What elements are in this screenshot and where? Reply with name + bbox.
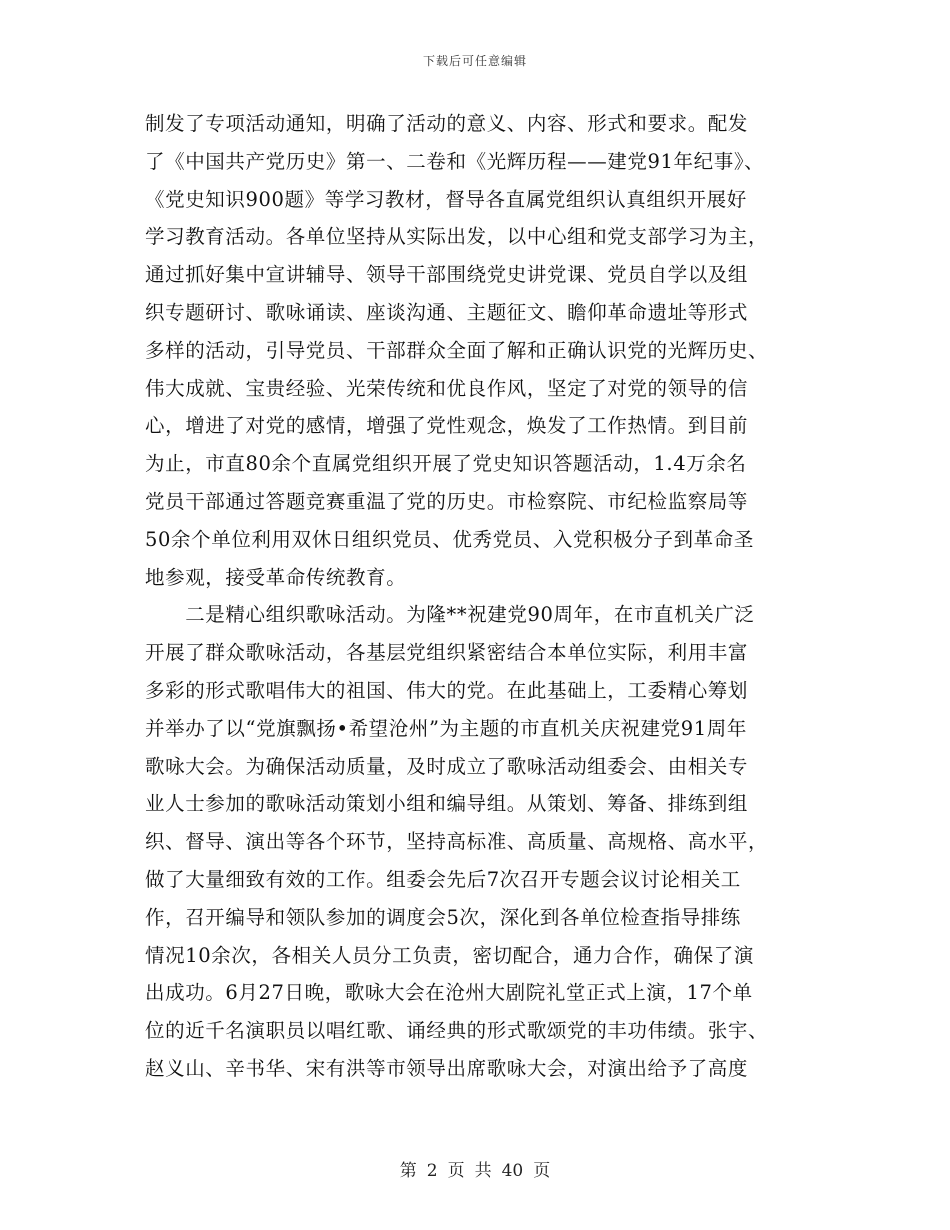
text-line: 伟大成就、宝贵经验、光荣传统和优良作风，坚定了对党的领导的信 bbox=[145, 376, 749, 400]
page-footer bbox=[0, 1156, 950, 1181]
text-line: 作，召开编导和领队参加的调度会5次，深化到各单位检查指导排练 bbox=[145, 905, 741, 929]
footer-label-ye-total: 页 bbox=[533, 1161, 551, 1181]
footer-label-ye: 页 bbox=[447, 1161, 465, 1181]
text-line: 做了大量细致有效的工作。组委会先后7次召开专题会议讨论相关工 bbox=[145, 867, 741, 891]
text-line: 织专题研讨、歌咏诵读、座谈沟通、主题征文、瞻仰革命遗址等形式 bbox=[145, 300, 749, 324]
footer-label-di: 第 bbox=[399, 1161, 417, 1181]
text-line: 地参观，接受革命传统教育。 bbox=[145, 565, 407, 589]
text-line: 业人士参加的歌咏活动策划小组和编导组。从策划、筹备、排练到组 bbox=[145, 792, 749, 816]
text-line: 通过抓好集中宣讲辅导、领导干部围绕党史讲党课、党员自学以及组 bbox=[145, 263, 749, 287]
text-line: 织、督导、演出等各个环节，坚持高标准、高质量、高规格、高水平， bbox=[145, 830, 769, 854]
text-line: 制发了专项活动通知，明确了活动的意义、内容、形式和要求。配发 bbox=[145, 112, 749, 135]
text-line: 出成功。6月27日晚，歌咏大会在沧州大剧院礼堂正式上演，17个单 bbox=[145, 981, 753, 1005]
document-body bbox=[145, 105, 825, 1088]
text-line: 二是精心组织歌咏活动。为隆**祝建党90周年，在市直机关广泛 bbox=[145, 603, 755, 627]
text-line: 多彩的形式歌唱伟大的祖国、伟大的党。在此基础上，工委精心筹划 bbox=[145, 678, 749, 702]
text-line: 情况10余次，各相关人员分工负责，密切配合，通力合作，确保了演 bbox=[145, 943, 754, 967]
text-line: 心，增进了对党的感情，增强了党性观念，焕发了工作热情。到目前 bbox=[145, 414, 749, 438]
text-line: 学习教育活动。各单位坚持从实际出发，以中心组和党支部学习为主， bbox=[145, 225, 769, 249]
footer-label-gong: 共 bbox=[474, 1161, 492, 1181]
text-line: 多样的活动，引导党员、干部群众全面了解和正确认识党的光辉历史、 bbox=[145, 338, 769, 362]
text-line: 开展了群众歌咏活动，各基层党组织紧密结合本单位实际，利用丰富 bbox=[145, 641, 749, 665]
text-line: 位的近千名演职员以唱红歌、诵经典的形式歌颂党的丰功伟绩。张宇、 bbox=[145, 1019, 769, 1043]
text-line: 了《中国共产党历史》第一、二卷和《光辉历程——建党91年纪事》、 bbox=[145, 149, 765, 173]
page-header-note: 下载后可任意编辑 bbox=[422, 54, 527, 68]
text-line: 并举办了以“党旗飘扬•希望沧州”为主题的市直机关庆祝建党91周年 bbox=[145, 716, 747, 740]
text-line: 赵义山、辛书华、宋有洪等市领导出席歌咏大会，对演出给予了高度 bbox=[145, 1056, 749, 1080]
footer-page-total: 40 bbox=[501, 1161, 524, 1181]
text-line: 歌咏大会。为确保活动质量，及时成立了歌咏活动组委会、由相关专 bbox=[145, 754, 749, 778]
text-line: 《党史知识900题》等学习教材，督导各直属党组织认真组织开展好 bbox=[145, 187, 747, 211]
text-line: 党员干部通过答题竞赛重温了党的历史。市检察院、市纪检监察局等 bbox=[145, 489, 749, 513]
text-line: 50余个单位利用双休日组织党员、优秀党员、入党积极分子到革命圣 bbox=[145, 527, 754, 551]
text-line: 为止，市直80余个直属党组织开展了党史知识答题活动，1.4万余名 bbox=[145, 452, 747, 476]
footer-page-current: 2 bbox=[426, 1161, 438, 1181]
